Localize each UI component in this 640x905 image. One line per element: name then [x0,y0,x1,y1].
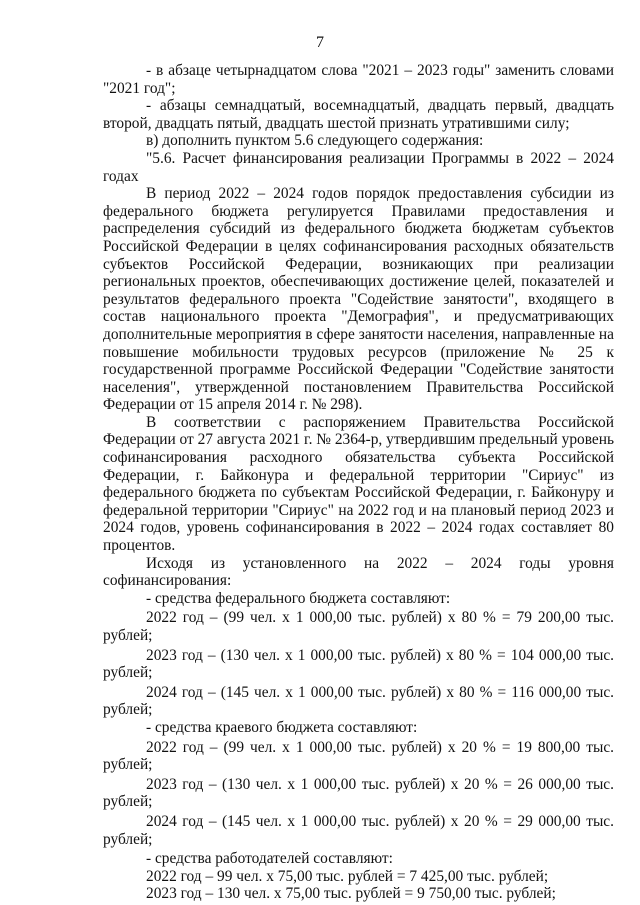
federal-2022-calc [103,609,614,627]
employers-2023-calc: 2023 год – 130 чел. х 75,00 тыс. рублей = 9 750,00 тыс. рублей; [146,885,556,903]
calc-tail: рублей; [103,830,153,848]
regional-2022-calc [103,739,614,757]
paragraph-amend-14: - в абзаце четырнадцатом слова "2021 – 2023 годы" заменить словами "2021 год"; [103,62,614,97]
document-body [103,62,614,903]
section-heading-5-6: "5.6. Расчет финансирования реализации Программы в 2022 – 2024 годах [103,149,614,185]
federal-2023-calc [103,647,614,665]
paragraph-cofinancing-order: В соответствии с распоряжением Правительства Российской Федерации от 27 августа 2021 г. № 2364-р, утвердившим предельный уровень софинансирования расходного обязательства субъекта Российской Федерации, г. Байконура и федеральной территории "Сириус" из федерального бюджета по субъектам Российской Федерации, г. Байконуру и федеральной территории "Сириус" на 2022 год и на плановый период 2023 и 2024 годов, уровень софинансирования в 2022 – 2024 годах составляет 80 процентов. [103,413,614,555]
paragraph-subsidy-rules: В период 2022 – 2024 годов порядок предоставления субсидии из федерального бюджета регулируется Правилами предоставления и распределения субсидий из федерального бюджета бюджетам субъектов Российской Федерации в целях софинансирования расходных обязательств субъектов Российской Федерации, возникающих при реализации региональных проектов, обеспечивающих достижение целей, показателей и результатов федерального проекта "Содействие занятости", входящего в состав национального проекта "Демография", и предусматривающих дополнительные мероприятия в сфере занятости населения, направленные на повышение мобильности трудовых ресурсов (приложение № 25 к государственной программе Российской Федерации "Содействие занятости населения", утвержденной постановлением Правительства Российской Федерации от 15 апреля 2014 г. № 298). [103,185,614,414]
paragraph-add-5-6: в) дополнить пунктом 5.6 следующего содержания: [146,132,484,150]
paragraph-repeal: - абзацы семнадцатый, восемнадцатый, двадцать первый, двадцать второй, двадцать пятый, двадцать шестой признать утратившими силу; [103,97,614,132]
federal-2024-calc [103,684,614,702]
page-number: 7 [316,34,324,51]
calc-tail: рублей; [103,664,153,682]
calc-tail: рублей; [103,701,153,719]
regional-2023-calc [103,776,614,794]
calc-tail: рублей; [103,756,153,774]
calc-tail: рублей; [103,793,153,811]
paragraph-cofinancing-level: Исходя из установленного на 2022 – 2024 годы уровня софинансирования: [103,554,614,590]
calc-line: 2024 год – (145 чел. х 1 000,00 тыс. рублей) х 80 % = 116 000,00 тыс. [146,683,614,701]
employers-2022-calc: 2022 год – 99 чел. х 75,00 тыс. рублей = 7 425,00 тыс. рублей; [146,867,549,885]
federal-budget-heading: - средства федерального бюджета составляют: [146,589,451,607]
calc-line: 2023 год – (130 чел. х 1 000,00 тыс. рублей) х 20 % = 26 000,00 тыс. [146,775,614,793]
regional-2024-calc [103,813,614,831]
calc-line: 2022 год – (99 чел. х 1 000,00 тыс. рублей) х 80 % = 79 200,00 тыс. [146,609,614,627]
calc-line: 2024 год – (145 чел. х 1 000,00 тыс. рублей) х 20 % = 29 000,00 тыс. [146,812,614,830]
calc-line: 2023 год – (130 чел. х 1 000,00 тыс. рублей) х 80 % = 104 000,00 тыс. [146,646,614,664]
calc-tail: рублей; [103,627,153,644]
employers-budget-heading: - средства работодателей составляют: [146,850,393,868]
calc-line: 2022 год – (99 чел. х 1 000,00 тыс. рублей) х 20 % = 19 800,00 тыс. [146,738,614,756]
regional-budget-heading: - средства краевого бюджета составляют: [146,718,418,736]
